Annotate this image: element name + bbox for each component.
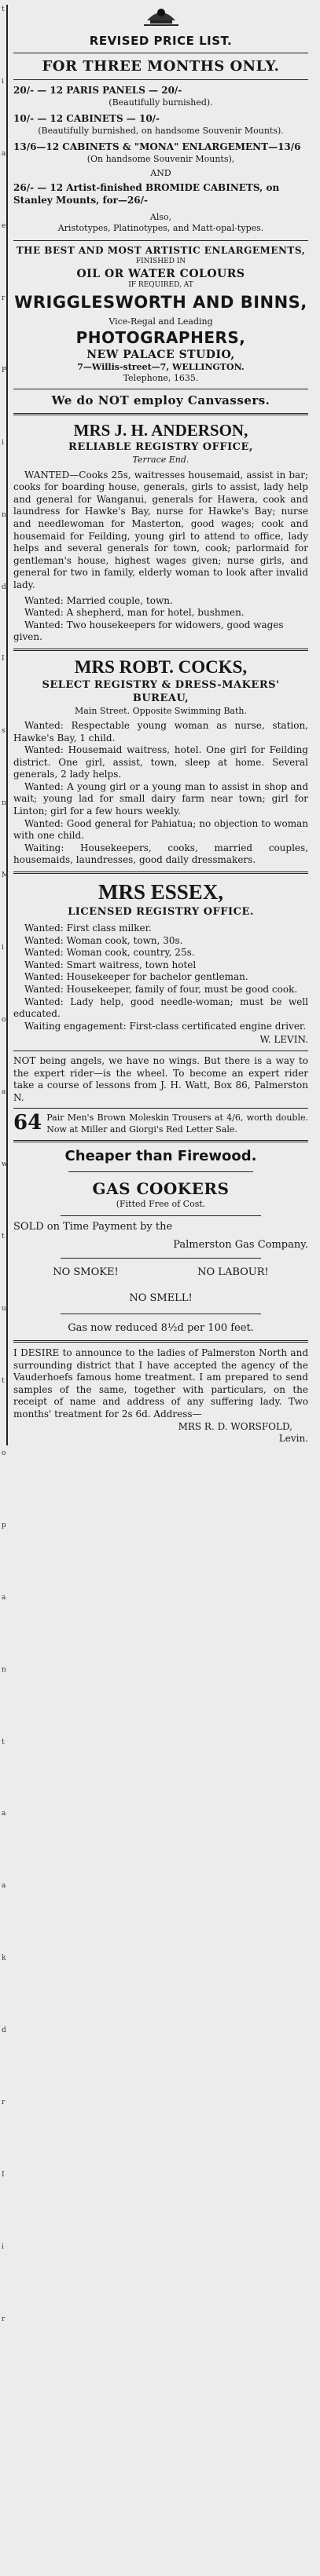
trousers-ad bbox=[13, 1113, 308, 1135]
riders-ad bbox=[13, 1055, 308, 1104]
if-required: IF REQUIRED, AT bbox=[128, 280, 193, 289]
trousers-text: Pair Men's Brown Moleskin Trousers at 4/6, worth double. Now at Miller and Giorgi's Red Letter Sale. bbox=[46, 1113, 308, 1135]
edge-letter: k bbox=[2, 1954, 6, 1963]
trousers-count: 64 bbox=[13, 1111, 42, 1135]
essex-wanted-item: Wanted: Woman cook, country, 25s. bbox=[24, 947, 195, 959]
essex-subtitle: LICENSED REGISTRY OFFICE. bbox=[68, 906, 254, 919]
cocks-wanted-item: Wanted: Respectable young woman as nurse, station, Hawke's Bay, 1 child. bbox=[13, 719, 308, 744]
edge-letter: i bbox=[2, 2243, 4, 2252]
cocks-location: Main Street. Opposite Swimming Bath. bbox=[75, 705, 247, 716]
edge-letter: a bbox=[2, 149, 6, 158]
price-row: 10/- — 12 CABINETS — 10/- bbox=[13, 113, 160, 125]
edge-letter: u bbox=[2, 1304, 6, 1313]
edge-letter: a bbox=[2, 1593, 6, 1602]
gas-fitted: (Fitted Free of Cost. bbox=[116, 1199, 206, 1210]
price-rows bbox=[13, 85, 308, 206]
cocks-registry-ad bbox=[13, 656, 308, 867]
gas-sold: SOLD on Time Payment by the bbox=[13, 1220, 173, 1233]
studio-name: NEW PALACE STUDIO, bbox=[86, 348, 235, 361]
essex-wanted-item: Wanted: Housekeeper, family of four, must be good cook. bbox=[24, 984, 298, 995]
studio-telephone: Telephone, 1635. bbox=[123, 373, 199, 384]
edge-letter: r bbox=[2, 294, 6, 302]
edge-letter: e bbox=[2, 221, 6, 230]
essex-wanted-item: Wanted: Housekeeper for bachelor gentleman. bbox=[24, 971, 248, 983]
edge-letter: t bbox=[2, 1232, 5, 1240]
gas-reduced: Gas now reduced 8½d per 100 feet. bbox=[68, 1322, 254, 1335]
edge-letter: a bbox=[2, 1088, 6, 1097]
riders-text: NOT being angels, we have no wings. But there is a way to the expert rider—is the wheel. To become an expert rider take a course of lessons from J. H. Watt, Box 86, Palmerston N. bbox=[13, 1054, 308, 1103]
also-label: Also, bbox=[149, 211, 172, 222]
edge-letter: w bbox=[2, 1160, 8, 1168]
edge-letter: r bbox=[2, 2315, 6, 2323]
edge-letter: P bbox=[2, 366, 7, 375]
edge-letter: n bbox=[2, 1665, 6, 1674]
edge-letter: n bbox=[2, 510, 6, 519]
essex-wanted-item: Wanted: Smart waitress, town hotel bbox=[24, 959, 197, 970]
edge-letter: s bbox=[2, 727, 6, 736]
essex-signature: W. LEVIN. bbox=[259, 1034, 308, 1046]
anderson-body: WANTED—Cooks 25s, waitresses housemaid, assist in bar; cooks for boarding house, generals, girls to assist, lady help and general for Wanganui, generals for Hawera, cook and laundress for Hawke's Bay, nurse for Hawke's Bay; nurse and needlewoman for Masterton, good wages; cook and housemaid for Feilding, young girl to attend to office, lady helps and several generals for town, cook; parlormaid for gentleman's house, highest wages given; nurse girls, and general for two in family, elderly woman to look after invalid lady. bbox=[13, 469, 308, 590]
edge-letter: r bbox=[2, 2099, 6, 2107]
photographer-ad bbox=[13, 5, 308, 408]
vice-regal: Vice-Regal and Leading bbox=[109, 316, 213, 327]
price-row: 20/- — 12 PARIS PANELS — 20/- bbox=[13, 85, 182, 97]
price-list-subtitle: FOR THREE MONTHS ONLY. bbox=[42, 58, 280, 75]
edge-letter: o bbox=[2, 1449, 6, 1457]
gas-no-labour: NO LABOUR! bbox=[197, 1266, 269, 1279]
torn-edge-letters bbox=[2, 5, 9, 2387]
edge-letter: I bbox=[2, 2171, 5, 2180]
gas-title: GAS COOKERS bbox=[92, 1179, 230, 1199]
anderson-title: MRS J. H. ANDERSON, bbox=[73, 421, 248, 440]
gas-slogans bbox=[13, 1266, 308, 1280]
edge-letter: d bbox=[2, 583, 6, 591]
anderson-wanted: Wanted: Two housekeepers for widowers, good wages given. bbox=[13, 619, 284, 643]
price-note: (Beautifully burnished, on handsome Souvenir Mounts). bbox=[38, 125, 284, 136]
edge-letter: i bbox=[2, 77, 4, 86]
finished-in: FINISHED IN bbox=[135, 257, 186, 265]
essex-wanted-item: Wanted: First class milker. bbox=[24, 923, 152, 934]
cocks-wanted-item: Wanted: A young girl or a young man to assist in shop and wait; young lad for small dairy farm near town; girl for Linton; girl for a few hours weekly. bbox=[13, 780, 308, 817]
essex-registry-ad bbox=[13, 879, 308, 1047]
cocks-wanted-list bbox=[13, 720, 308, 867]
firm-name: WRIGGLESWORTH AND BINNS, bbox=[14, 293, 307, 312]
also-line: Aristotypes, Platinotypes, and Matt-opal-types. bbox=[57, 222, 264, 233]
essex-title: MRS ESSEX, bbox=[97, 880, 224, 904]
worsfold-name: MRS R. D. WORSFOLD, bbox=[178, 1420, 292, 1432]
studio-address: 7—Willis-street—7, WELLINGTON. bbox=[77, 362, 245, 373]
edge-letter: i bbox=[2, 438, 4, 447]
essex-wanted-item: Wanted: Lady help, good needle-woman; must be well educated. bbox=[13, 996, 308, 1020]
essex-wanted-list bbox=[13, 923, 308, 1032]
edge-letter: t bbox=[2, 1376, 5, 1385]
edge-letter: a bbox=[2, 1882, 6, 1891]
royal-crest-icon bbox=[13, 5, 308, 32]
cocks-subtitle: SELECT REGISTRY & DRESS-MAKERS' BUREAU, bbox=[42, 678, 280, 704]
edge-letter: t bbox=[2, 5, 5, 13]
price-note: (On handsome Souvenir Mounts), bbox=[86, 153, 235, 164]
newspaper-column bbox=[2, 5, 314, 2323]
anderson-wanted: Wanted: A shepherd, man for hotel, bushmen. bbox=[24, 607, 245, 619]
worsfold-ad bbox=[13, 1347, 308, 1445]
edge-letter: d bbox=[2, 2026, 6, 2035]
enlargements-line: THE BEST AND MOST ARTISTIC ENLARGEMENTS, bbox=[16, 245, 306, 257]
edge-letter: t bbox=[2, 1737, 5, 1746]
gas-company: Palmerston Gas Company. bbox=[173, 1238, 308, 1251]
edge-letter: p bbox=[2, 1521, 6, 1529]
cocks-wanted-item: Wanted: Housemaid waitress, hotel. One girl for Feilding district. One girl, assist, town, sleep at home. Several generals, 2 lady helps. bbox=[13, 744, 308, 780]
gas-cookers-ad bbox=[13, 1147, 308, 1336]
gas-no-smoke: NO SMOKE! bbox=[53, 1266, 119, 1279]
gas-headline: Cheaper than Firewood. bbox=[64, 1147, 257, 1164]
price-row: 26/- — 12 Artist-finished BROMIDE CABINETS, on Stanley Mounts, for—26/- bbox=[13, 182, 280, 206]
oil-water-line: OIL OR WATER COLOURS bbox=[76, 267, 245, 280]
price-row: 13/6—12 CABINETS & "MONA" ENLARGEMENT—13/6 bbox=[13, 141, 301, 153]
edge-letter: a bbox=[2, 1810, 6, 1818]
essex-wanted-item: Waiting engagement: First-class certificated engine driver. bbox=[24, 1020, 307, 1032]
price-note: (Beautifully burnished). bbox=[109, 97, 213, 108]
anderson-subtitle: RELIABLE REGISTRY OFFICE, bbox=[68, 441, 253, 454]
worsfold-town: Levin. bbox=[278, 1433, 308, 1445]
price-list-title: REVISED PRICE LIST. bbox=[89, 33, 233, 48]
price-and: AND bbox=[150, 168, 171, 179]
canvassers-notice: We do NOT employ Canvassers. bbox=[51, 393, 270, 407]
photographers-heading: PHOTOGRAPHERS, bbox=[75, 327, 246, 347]
anderson-wanted: Wanted: Married couple, town. bbox=[24, 594, 173, 606]
cocks-wanted-item: Waiting: Housekeepers, cooks, married couples, housemaids, laundresses, good daily dressmakers. bbox=[13, 842, 308, 866]
edge-letter: I bbox=[2, 655, 5, 663]
edge-letter: n bbox=[2, 799, 6, 808]
edge-letter: i bbox=[2, 944, 4, 952]
anderson-registry-ad bbox=[13, 420, 308, 644]
edge-letter: M bbox=[2, 871, 9, 880]
essex-wanted-item: Wanted: Woman cook, town, 30s. bbox=[24, 934, 183, 946]
anderson-location: Terrace End. bbox=[132, 455, 189, 466]
worsfold-text: I DESIRE to announce to the ladies of Palmerston North and surrounding district that I have accepted the agency of the Vauderhoefs famous home treatment. I am prepared to send samples of the same, together with particulars, on the receipt of name and address of any suffering lady. Two months' treatment for 2s 6d. Address— bbox=[13, 1347, 308, 1420]
cocks-wanted-item: Wanted: Good general for Pahiatua; no objection to woman with one child. bbox=[13, 817, 308, 842]
gas-no-smell: NO SMELL! bbox=[129, 1292, 193, 1305]
edge-letter: o bbox=[2, 1016, 6, 1025]
cocks-title: MRS ROBT. COCKS, bbox=[74, 656, 248, 677]
